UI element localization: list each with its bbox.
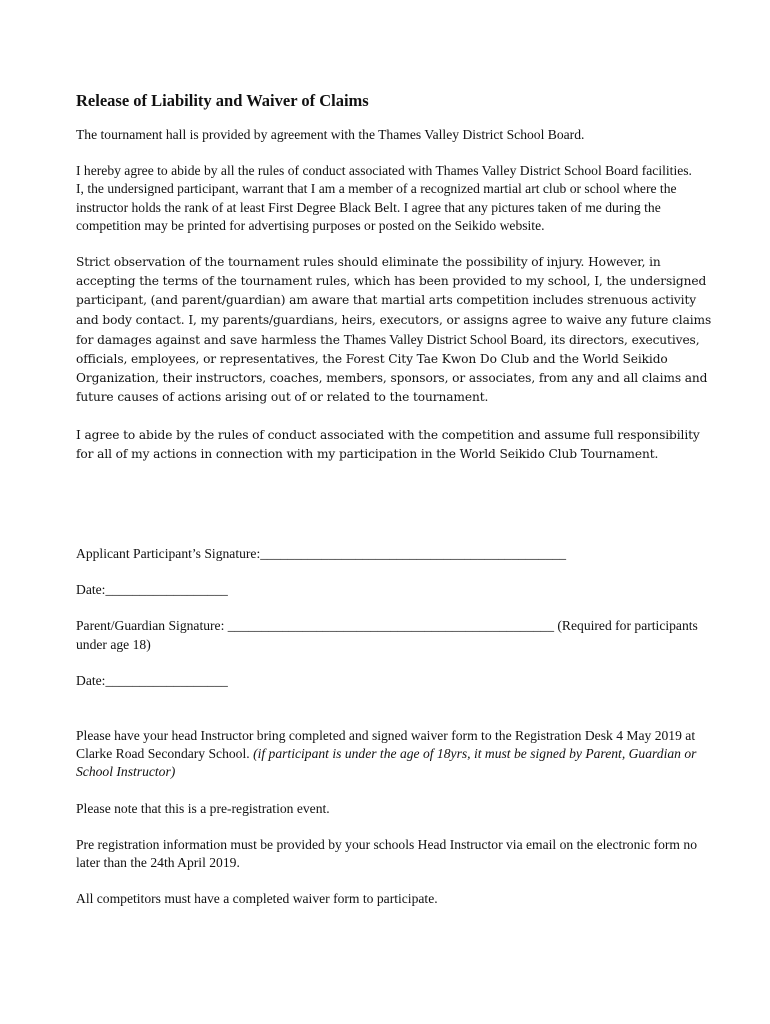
guardian-signature-field[interactable]: Parent/Guardian Signature: ________________________________________________ (Required for participants under age 18) (76, 618, 698, 652)
note-pre-registration: Please note that this is a pre-registration event. (76, 800, 330, 816)
note-registration-text: Please have your head Instructor bring completed and signed waiver form to the Registration Desk 4 May 2019 at Clarke Road Secondary School. (76, 728, 696, 762)
notes-section (76, 727, 716, 908)
note-pre-registration-deadline: Pre registration information must be provided by your schools Head Instructor via email on the electronic form no later than the 24th April 2019. (76, 836, 697, 871)
date-field-1[interactable]: Date:__________________ (76, 582, 228, 598)
note-age-requirement: (if participant is under the age of 18yrs, it must be signed by Parent, Guardian or School Instructor) (76, 746, 697, 780)
paragraph-conduct-block (76, 162, 716, 235)
paragraph-hall-agreement: The tournament hall is provided by agreement with the Thames Valley District School Board. (76, 127, 585, 142)
paragraph-liability-waiver (76, 253, 716, 408)
liability-text-part1: Strict observation of the tournament rules should eliminate the possibility of injury. However, in accepting the terms of the tournament rules, which has been provided to my school, I, the undersigned participant, (and parent/guardian) am aware that martial arts competition includes strenuous activity and body contact. I, my parents/guardians, heirs, executors, or assigns agree to waive any future claims for damages against and save harmless the (76, 255, 712, 347)
document-title: Release of Liability and Waiver of Claims (76, 91, 369, 110)
note-waiver-required: All competitors must have a completed waiver form to participate. (76, 891, 438, 907)
waiver-document (76, 90, 716, 464)
liability-board-name: Thames Valley District School Board (343, 331, 543, 347)
date-field-2[interactable]: Date:__________________ (76, 672, 228, 688)
liability-text-part2: , its directors, executives, officials, employees, or representatives, the Forest City Tae Kwon Do Club and the World Seikido Organization, their instructors, coaches, members, sponsors, or associates, from any and all claims and future causes of actions arising out of or related to the tournament. (76, 332, 708, 405)
paragraph-responsibility: I agree to abide by the rules of conduct associated with the competition and assume full responsibility for all of my actions in connection with my participation in the World Seikido Club Tournament. (76, 427, 700, 461)
paragraph-conduct-rules: I hereby agree to abide by all the rules of conduct associated with Thames Valley District School Board facilities. (76, 163, 692, 179)
paragraph-participant-warranty: I, the undersigned participant, warrant that I am a member of a recognized martial art club or school where the instructor holds the rank of at least First Degree Black Belt. I agree that any pictures taken of me during the competition may be printed for advertising purposes or posted on the Seikido website. (76, 181, 677, 233)
signature-section (76, 545, 716, 690)
applicant-signature-field[interactable]: Applicant Participant’s Signature:_____________________________________________ (76, 546, 567, 561)
note-registration-desk (76, 727, 716, 782)
